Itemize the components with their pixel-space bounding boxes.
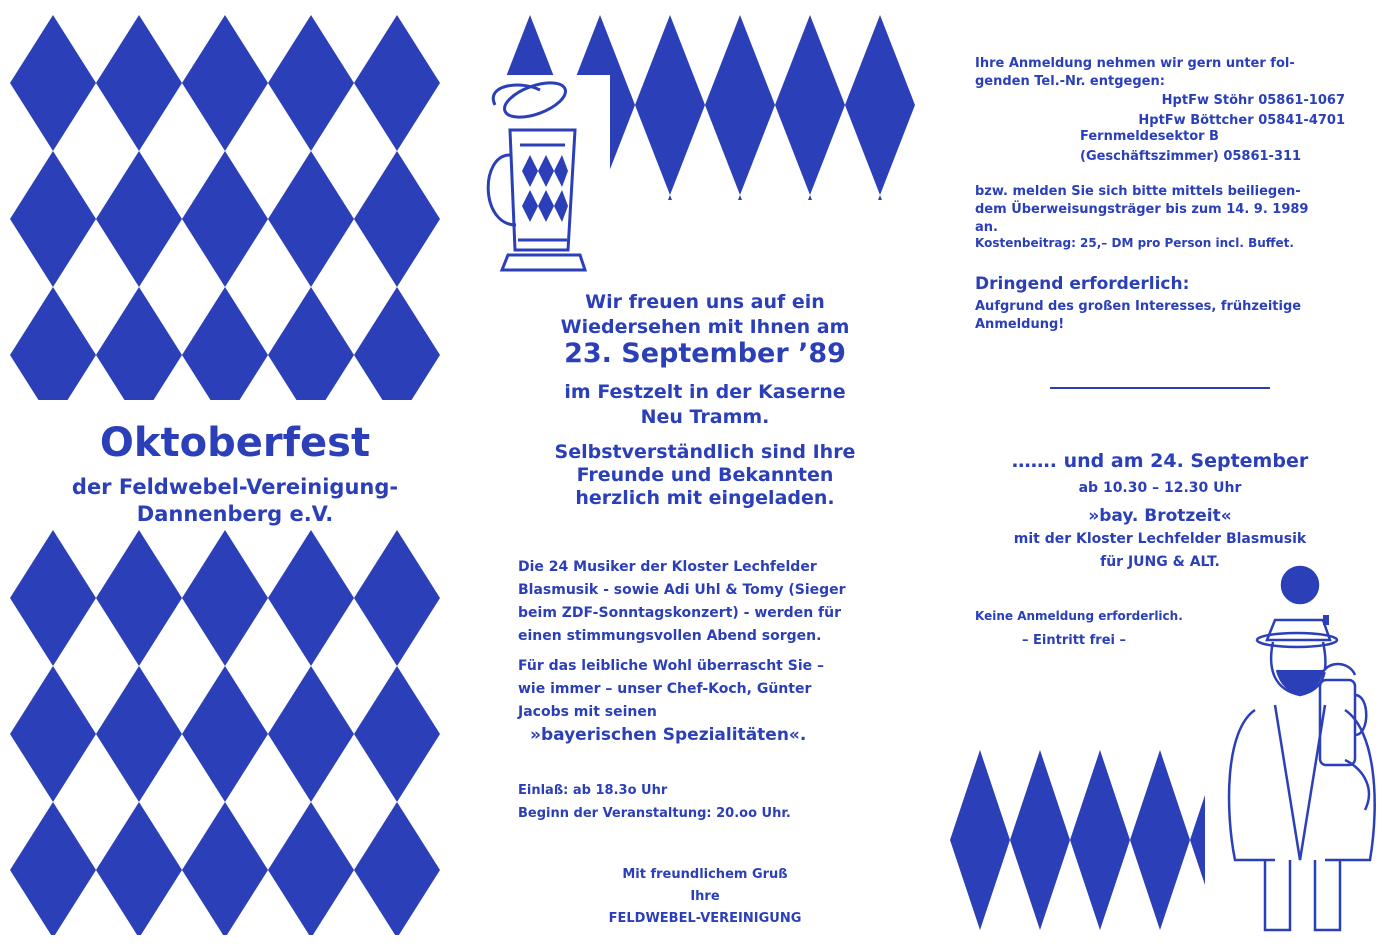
no-registration-note: Keine Anmeldung erforderlich. [975, 609, 1183, 623]
urgent-text [975, 298, 1301, 334]
location-text [470, 380, 940, 430]
urgent-heading: Dringend erforderlich: [975, 274, 1190, 294]
transfer-line-2: dem Überweisungsträger bis zum 14. 9. 1989 [975, 202, 1309, 217]
cost-contribution: Kostenbeitrag: 25,– DM pro Person incl. Buffet. [975, 236, 1294, 250]
closing-line-1: Mit freundlichem Gruß [622, 867, 788, 882]
contact-office [1080, 127, 1301, 167]
invitation-line-2: Freunde und Bekannten [576, 464, 834, 486]
event-date: 23. September ’89 [564, 338, 846, 369]
invitation-line-3: herzlich mit eingeladen. [575, 487, 835, 509]
registration-line-1: Ihre Anmeldung nehmen wir gern unter fol- [975, 56, 1295, 71]
closing [470, 864, 940, 930]
music-paragraph [518, 556, 928, 648]
welcome-line-2: Wiedersehen mit Ihnen am [560, 316, 850, 338]
music-line-3: beim ZDF-Sonntagskonzert) - werden für [518, 605, 841, 621]
bavarian-diamond-pattern-bottom [10, 530, 440, 935]
urgent-line-2: Anmeldung! [975, 317, 1065, 332]
sept24-event: »bay. Brotzeit« [1088, 506, 1232, 526]
left-panel [0, 0, 470, 947]
contact-office-line-1: Fernmeldesektor B [1080, 129, 1219, 144]
closing-line-3: FELDWEBEL-VEREINIGUNG [608, 911, 802, 926]
location-line-2: Neu Tramm. [640, 406, 770, 428]
urgent-line-1: Aufgrund des großen Interesses, frühzeitige [975, 299, 1302, 314]
food-line-2: wie immer – unser Chef-Koch, Günter [518, 681, 812, 697]
transfer-line-1: bzw. melden Sie sich bitte mittels beiliegen- [975, 184, 1301, 199]
middle-panel [470, 0, 940, 947]
sept24-audience: für JUNG & ALT. [1100, 554, 1220, 570]
invitation-line-1: Selbstverständlich sind Ihre [554, 441, 856, 463]
food-line-1: Für das leibliche Wohl überrascht Sie – [518, 658, 824, 674]
entry-time: Einlaß: ab 18.3o Uhr [518, 783, 668, 798]
section-divider [1050, 387, 1270, 389]
organizer-line-1: der Feldwebel-Vereinigung- [71, 475, 399, 499]
music-line-2: Blasmusik - sowie Adi Uhl & Tomy (Sieger [518, 582, 846, 598]
beer-stein-icon [480, 75, 610, 285]
registration-line-2: genden Tel.-Nr. entgegen: [975, 74, 1165, 89]
contact-stoehr: HptFw Stöhr 05861-1067 [1161, 93, 1345, 108]
event-title: Oktoberfest [99, 420, 371, 466]
bavarian-man-illustration [1205, 560, 1395, 940]
sept24-time: ab 10.30 – 12.30 Uhr [1078, 480, 1242, 496]
welcome-line-1: Wir freuen uns auf ein [585, 291, 825, 313]
contact-boettcher: HptFw Böttcher 05841-4701 [1138, 113, 1345, 128]
music-line-4: einen stimmungsvollen Abend sorgen. [518, 628, 822, 644]
food-line-3: Jacobs mit seinen [518, 704, 657, 720]
registration-intro [975, 55, 1295, 91]
bavarian-diamond-pattern-top [10, 15, 440, 400]
transfer-line-3: an. [975, 220, 998, 235]
welcome-text [470, 290, 940, 340]
right-panel [940, 0, 1400, 947]
closing-line-2: Ihre [690, 889, 720, 904]
organizer-line-2: Dannenberg e.V. [136, 502, 334, 526]
start-time: Beginn der Veranstaltung: 20.oo Uhr. [518, 806, 791, 821]
food-paragraph [518, 655, 928, 724]
location-line-1: im Festzelt in der Kaserne [564, 381, 846, 403]
invitation-text [470, 441, 940, 510]
specialties: »bayerischen Spezialitäten«. [530, 725, 807, 745]
contact-office-line-2: (Geschäftszimmer) 05861-311 [1080, 149, 1302, 164]
sept24-heading: ……. und am 24. September [1011, 450, 1309, 472]
sept24-music: mit der Kloster Lechfelder Blasmusik [1013, 531, 1307, 547]
free-entry-note: – Eintritt frei – [1022, 633, 1127, 648]
contact-list [1130, 91, 1345, 131]
transfer-paragraph [975, 183, 1308, 237]
music-line-1: Die 24 Musiker der Kloster Lechfelder [518, 559, 817, 575]
